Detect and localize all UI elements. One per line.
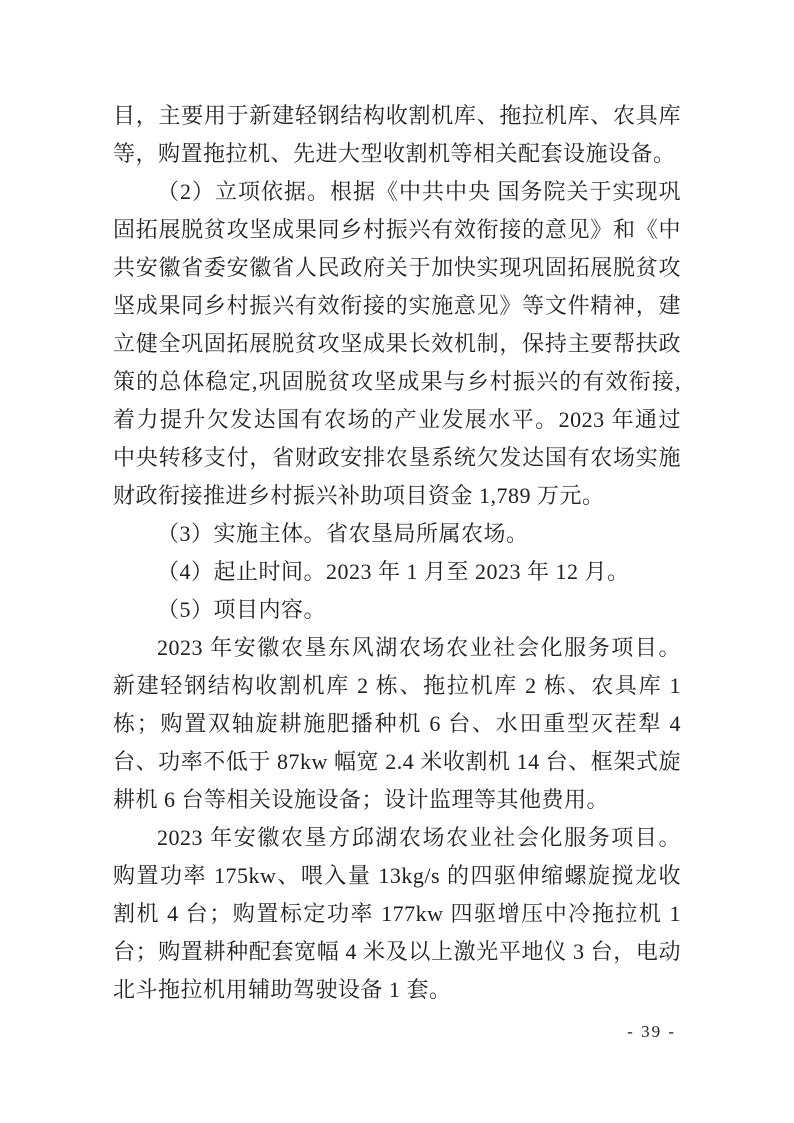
page-number: - 39 -: [627, 1022, 676, 1041]
paragraph: （2）立项依据。根据《中共中央 国务院关于实现巩固拓展脱贫攻坚成果同乡村振兴有效衔接的意见》和《中共安徽省委安徽省人民政府关于加快实现巩固拓展脱贫攻坚成果同乡村振兴有效衔接的实施意见》等文件精神，建立健全巩固拓展脱贫攻坚成果长效机制，保持主要帮扶政策的总体稳定,巩固脱贫攻坚成果与乡村振兴的有效衔接,着力提升欠发达国有农场的产业发展水平。2023 年通过中央转移支付，省财政安排农垦系统欠发达国有农场实施财政衔接推进乡村振兴补助项目资金 1,789 万元。: [113, 179, 681, 508]
document-body: [113, 97, 681, 1009]
paragraph: （4）起止时间。2023 年 1 月至 2023 年 12 月。: [157, 559, 630, 584]
paragraph: 目，主要用于新建轻钢结构收割机库、拖拉机库、农具库等，购置拖拉机、先进大型收割机等相关配套设施设备。: [113, 103, 681, 166]
paragraph: 2023 年安徽农垦方邱湖农场农业社会化服务项目。购置功率 175kw、喂入量 13kg/s 的四驱伸缩螺旋搅龙收割机 4 台；购置标定功率 177kw 四驱增压中冷拖拉机 1 台；购置耕种配套宽幅 4 米及以上激光平地仪 3 台，电动北斗拖拉机用辅助驾驶设备 1 套。: [113, 825, 681, 1002]
paragraph: （5）项目内容。: [157, 597, 327, 622]
page-footer: [627, 1022, 676, 1042]
paragraph: （3）实施主体。省农垦局所属农场。: [157, 521, 529, 546]
paragraph: 2023 年安徽农垦东风湖农场农业社会化服务项目。新建轻钢结构收割机库 2 栋、拖拉机库 2 栋、农具库 1 栋；购置双轴旋耕施肥播种机 6 台、水田重型灭茬犁 4 台、功率不低于 87kw 幅宽 2.4 米收割机 14 台、框架式旋耕机 6 台等相关设施设备；设计监理等其他费用。: [113, 635, 681, 812]
